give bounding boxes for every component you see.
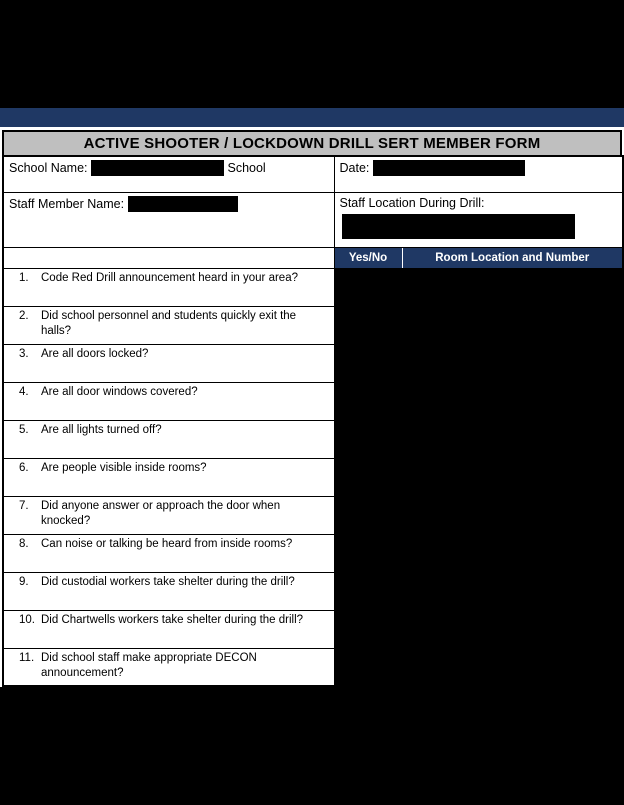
question-text: Did anyone answer or approach the door when knocked? (41, 499, 281, 527)
date-cell (334, 156, 623, 192)
question-row-9 (3, 572, 623, 610)
staff-member-label: Staff Member Name: (9, 196, 125, 211)
staff-location-cell (334, 192, 623, 247)
question-row-11 (3, 648, 623, 686)
question-text: Are all door windows covered? (41, 385, 198, 398)
school-suffix-label: School (227, 161, 266, 175)
question-number: 7. (19, 499, 29, 512)
question-number: 6. (19, 461, 29, 474)
answers-redaction (334, 420, 623, 458)
question-text: Did custodial workers take shelter during the drill? (41, 575, 295, 588)
top-redaction-band (0, 0, 624, 108)
question-cell (3, 572, 334, 610)
header-empty-cell (3, 247, 334, 268)
question-row-1 (3, 268, 623, 306)
question-text: Did Chartwells workers take shelter during the drill? (41, 613, 304, 626)
header-stripe (0, 108, 624, 127)
room-location-header: Room Location and Number (402, 247, 623, 268)
date-redaction (373, 160, 525, 176)
answers-redaction (334, 610, 623, 648)
date-label: Date: (339, 161, 370, 175)
question-row-8 (3, 534, 623, 572)
school-name-cell (3, 156, 334, 192)
form-content (0, 127, 624, 687)
question-number: 11. (19, 651, 35, 664)
question-cell (3, 534, 334, 572)
question-text: Are all lights turned off? (41, 423, 162, 436)
school-name-redaction (91, 160, 224, 176)
question-row-7 (3, 496, 623, 534)
staff-name-cell (3, 192, 334, 247)
question-cell (3, 458, 334, 496)
question-row-6 (3, 458, 623, 496)
question-row-2 (3, 306, 623, 344)
question-cell (3, 610, 334, 648)
question-number: 2. (19, 309, 29, 322)
yes-no-header: Yes/No (334, 247, 402, 268)
question-number: 8. (19, 537, 29, 550)
row-staff (3, 192, 623, 247)
answers-redaction (334, 268, 623, 306)
question-row-4 (3, 382, 623, 420)
row-school-date (3, 156, 623, 192)
staff-location-redaction (342, 214, 575, 239)
table-header-row (3, 247, 623, 268)
question-row-10 (3, 610, 623, 648)
question-cell (3, 382, 334, 420)
question-cell (3, 420, 334, 458)
answers-redaction (334, 648, 623, 686)
question-text: Code Red Drill announcement heard in your area? (41, 271, 298, 284)
answers-redaction (334, 572, 623, 610)
bottom-redaction-band (0, 687, 624, 805)
question-text: Did school personnel and students quickly exit the halls? (41, 309, 297, 337)
form-title: ACTIVE SHOOTER / LOCKDOWN DRILL SERT MEMBER FORM (2, 130, 622, 157)
form-table (2, 155, 624, 687)
answers-redaction (334, 534, 623, 572)
staff-name-redaction (128, 196, 238, 212)
answers-redaction (334, 306, 623, 344)
question-text: Did school staff make appropriate DECON announcement? (41, 651, 257, 679)
answers-redaction (334, 344, 623, 382)
question-number: 5. (19, 423, 29, 436)
answers-redaction (334, 496, 623, 534)
school-name-label: School Name: (9, 161, 88, 175)
question-row-3 (3, 344, 623, 382)
question-text: Are all doors locked? (41, 347, 149, 360)
question-cell (3, 648, 334, 686)
question-number: 10. (19, 613, 35, 626)
question-number: 4. (19, 385, 29, 398)
question-cell (3, 268, 334, 306)
question-number: 9. (19, 575, 29, 588)
staff-location-label: Staff Location During Drill: (339, 195, 485, 210)
answers-redaction (334, 382, 623, 420)
question-text: Are people visible inside rooms? (41, 461, 207, 474)
question-cell (3, 496, 334, 534)
question-row-5 (3, 420, 623, 458)
question-number: 3. (19, 347, 29, 360)
question-text: Can noise or talking be heard from inside rooms? (41, 537, 293, 550)
question-cell (3, 306, 334, 344)
question-number: 1. (19, 271, 29, 284)
answers-redaction (334, 458, 623, 496)
question-cell (3, 344, 334, 382)
